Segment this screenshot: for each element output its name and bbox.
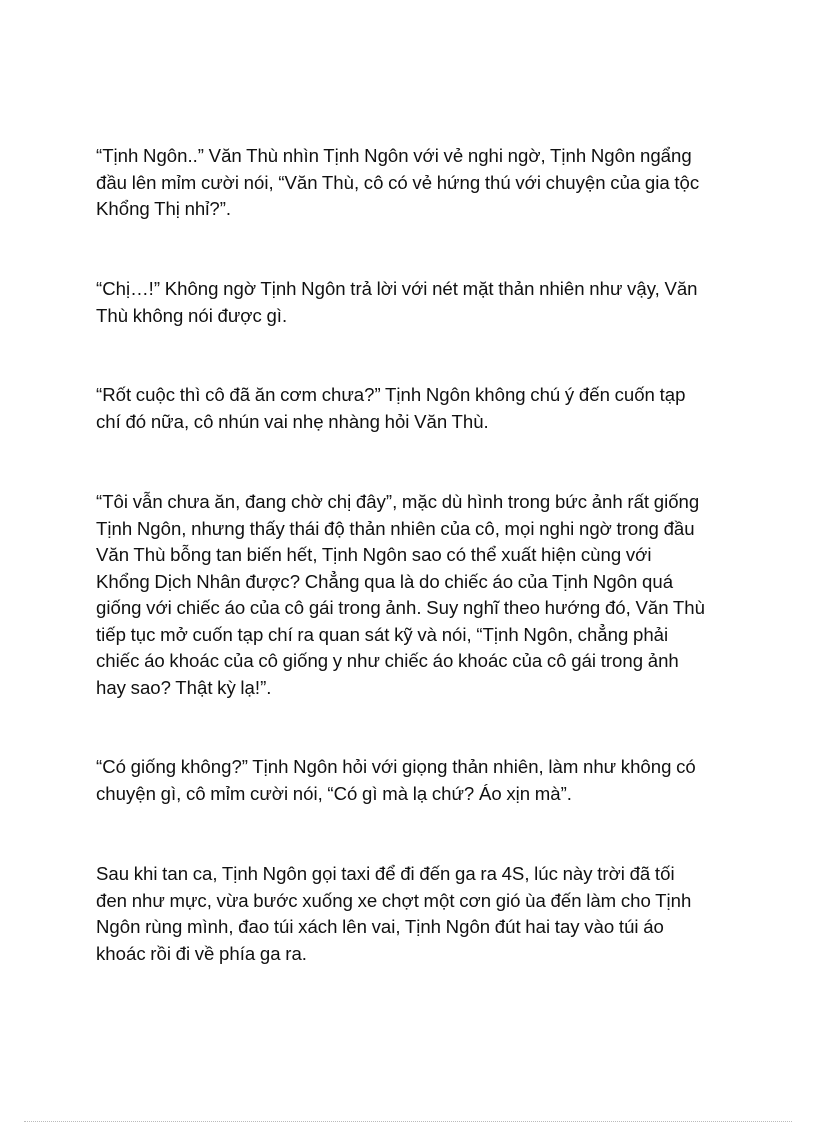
- paragraph-line: đầu lên mỉm cười nói, “Văn Thù, cô có vẻ hứng thú với chuyện của gia tộc: [96, 171, 700, 193]
- paragraph-line: khoác rồi đi về phía ga ra.: [96, 942, 307, 964]
- paragraph-line: Khổng Dịch Nhân được? Chẳng qua là do chiếc áo của Tịnh Ngôn quá: [96, 570, 674, 592]
- paragraph-6: [96, 861, 736, 967]
- paragraph-line: tiếp tục mở cuốn tạp chí ra quan sát kỹ và nói, “Tịnh Ngôn, chẳng phải: [96, 623, 669, 645]
- paragraph-line: chiếc áo khoác của cô giống y như chiếc áo khoác của cô gái trong ảnh: [96, 650, 679, 671]
- paragraph-line: Tịnh Ngôn, nhưng thấy thái độ thản nhiên của cô, mọi nghi ngờ trong đầu: [96, 517, 695, 539]
- paragraph-5: [96, 754, 736, 807]
- paragraph-line: Thù không nói được gì.: [96, 304, 288, 326]
- paragraph-line: chí đó nữa, cô nhún vai nhẹ nhàng hỏi Văn Thù.: [96, 410, 489, 432]
- paragraph-line: “Rốt cuộc thì cô đã ăn cơm chưa?” Tịnh Ngôn không chú ý đến cuốn tạp: [96, 384, 686, 405]
- paragraph-line: Văn Thù bỗng tan biến hết, Tịnh Ngôn sao có thể xuất hiện cùng với: [96, 544, 652, 565]
- paragraph-line: chuyện gì, cô mỉm cười nói, “Có gì mà lạ chứ? Áo xịn mà”.: [96, 782, 572, 804]
- paragraph-line: hay sao? Thật kỳ lạ!”.: [96, 676, 272, 698]
- paragraph-line: Khổng Thị nhỉ?”.: [96, 198, 232, 219]
- paragraph-3: [96, 382, 736, 435]
- paragraph-line: đen như mực, vừa bước xuống xe chợt một cơn gió ùa đến làm cho Tịnh: [96, 889, 692, 911]
- paragraph-line: “Tôi vẫn chưa ăn, đang chờ chị đây”, mặc dù hình trong bức ảnh rất giống: [96, 491, 700, 512]
- paragraph-line: “Có giống không?” Tịnh Ngôn hỏi với giọng thản nhiên, làm như không có: [96, 756, 696, 777]
- paragraph-line: Sau khi tan ca, Tịnh Ngôn gọi taxi để đi đến ga ra 4S, lúc này trời đã tối: [96, 863, 675, 884]
- paragraph-4: [96, 489, 736, 701]
- paragraph-line: Ngôn rùng mình, đao túi xách lên vai, Tịnh Ngôn đút hai tay vào túi áo: [96, 916, 664, 937]
- paragraph-line: “Chị…!” Không ngờ Tịnh Ngôn trả lời với nét mặt thản nhiên như vậy, Văn: [96, 278, 698, 299]
- page-bottom-divider: [24, 1121, 792, 1122]
- paragraph-1: [96, 143, 736, 223]
- paragraph-2: [96, 276, 736, 329]
- paragraph-line: “Tịnh Ngôn..” Văn Thù nhìn Tịnh Ngôn với vẻ nghi ngờ, Tịnh Ngôn ngẩng: [96, 145, 692, 166]
- paragraph-line: giống với chiếc áo của cô gái trong ảnh. Suy nghĩ theo hướng đó, Văn Thù: [96, 597, 705, 618]
